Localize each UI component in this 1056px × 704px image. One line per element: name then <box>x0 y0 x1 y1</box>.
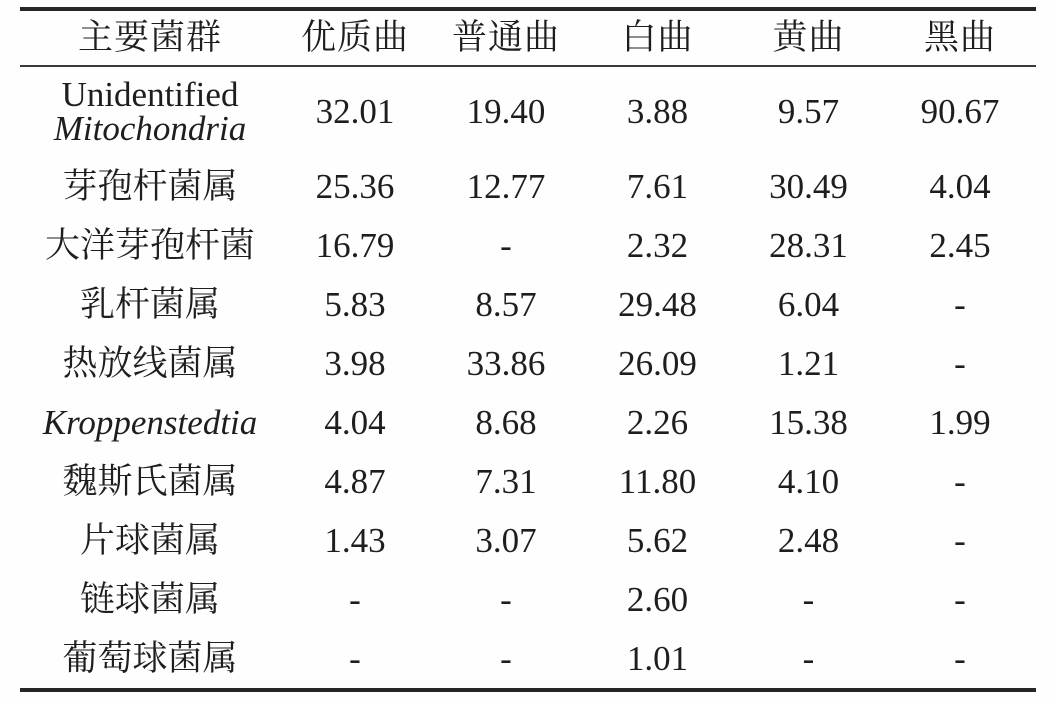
row-label: 热放线菌属 <box>62 343 238 383</box>
table-row <box>20 275 1036 334</box>
table-cell: 32.01 <box>315 92 395 131</box>
table-cell: 1.99 <box>929 402 991 442</box>
table-cell: - <box>954 638 966 678</box>
row-label-line1: Unidentified <box>61 75 239 114</box>
table-row <box>20 157 1036 216</box>
table-row <box>20 67 1036 157</box>
table-cell: 3.07 <box>475 520 537 560</box>
column-header-black-qu: 黑曲 <box>923 18 996 57</box>
table-cell: 3.98 <box>324 343 386 383</box>
table-cell: 4.10 <box>777 461 840 501</box>
table-cell: 7.61 <box>626 166 689 206</box>
table-cell: 19.40 <box>466 92 546 131</box>
table-cell: - <box>954 284 966 324</box>
column-header-yellow-qu: 黄曲 <box>772 18 845 57</box>
table-row <box>20 216 1036 275</box>
row-label-line2: Mitochondria <box>53 109 247 148</box>
row-label: 大洋芽孢杆菌 <box>44 225 255 265</box>
table-cell: 2.60 <box>626 579 689 619</box>
microbial-abundance-table <box>20 7 1036 692</box>
column-header-ordinary-qu: 普通曲 <box>451 18 560 57</box>
table-bottom-rule <box>20 688 1036 692</box>
table-cell: 16.79 <box>315 225 395 265</box>
table-row <box>20 629 1036 688</box>
column-header-main-flora: 主要菌群 <box>77 18 222 57</box>
column-header-premium-qu: 优质曲 <box>300 18 409 57</box>
row-label: 芽孢杆菌属 <box>62 166 238 206</box>
table-cell: 12.77 <box>466 166 546 206</box>
table-cell: 1.01 <box>626 638 689 678</box>
table-row <box>20 570 1036 629</box>
table-row <box>20 334 1036 393</box>
table-cell: 9.57 <box>777 92 840 131</box>
table-cell: 6.04 <box>777 284 840 324</box>
table-row <box>20 393 1036 452</box>
table-cell: - <box>500 638 512 678</box>
table-cell: - <box>954 343 966 383</box>
table-cell: - <box>802 638 815 678</box>
table-cell: 25.36 <box>315 166 395 206</box>
table-cell: - <box>954 461 966 501</box>
table-cell: 8.57 <box>475 284 537 324</box>
table-cell: - <box>802 579 815 619</box>
table-row <box>20 452 1036 511</box>
row-label: 片球菌属 <box>79 520 220 560</box>
table-cell: - <box>954 579 966 619</box>
table-cell: 11.80 <box>618 461 697 501</box>
table-cell: - <box>349 638 361 678</box>
table-cell: 7.31 <box>475 461 537 501</box>
table-cell: 2.32 <box>626 225 689 265</box>
table-cell: 8.68 <box>475 402 537 442</box>
column-header-white-qu: 白曲 <box>621 18 694 57</box>
table-cell: 2.45 <box>929 225 991 265</box>
row-label: 乳杆菌属 <box>79 284 220 324</box>
row-label: 链球菌属 <box>79 579 220 619</box>
table-cell: 4.04 <box>324 402 386 442</box>
table-cell: 2.26 <box>626 402 689 442</box>
table-header-row <box>20 11 1036 65</box>
table-cell: 28.31 <box>769 225 848 265</box>
table-cell: 33.86 <box>466 343 546 383</box>
row-label: 魏斯氏菌属 <box>62 461 238 501</box>
table-cell: 1.43 <box>324 520 386 560</box>
table-cell: 26.09 <box>618 343 697 383</box>
table-cell: - <box>500 579 512 619</box>
table-cell: - <box>954 520 966 560</box>
table-cell: 15.38 <box>769 402 848 442</box>
table-cell: 5.62 <box>626 520 689 560</box>
table-cell: 4.04 <box>929 166 991 206</box>
table-cell: 1.21 <box>777 343 840 383</box>
table-cell: 90.67 <box>920 92 1000 131</box>
table-cell: - <box>349 579 361 619</box>
table-cell: 29.48 <box>618 284 697 324</box>
table-cell: - <box>500 225 512 265</box>
table-cell: 2.48 <box>777 520 840 560</box>
table-cell: 4.87 <box>324 461 386 501</box>
table-row <box>20 511 1036 570</box>
row-label <box>20 75 280 148</box>
table-cell: 5.83 <box>324 284 386 324</box>
table-cell: 3.88 <box>626 92 689 131</box>
row-label: 葡萄球菌属 <box>62 638 238 678</box>
row-label: Kroppenstedtia <box>42 402 258 442</box>
table-cell: 30.49 <box>769 166 848 206</box>
